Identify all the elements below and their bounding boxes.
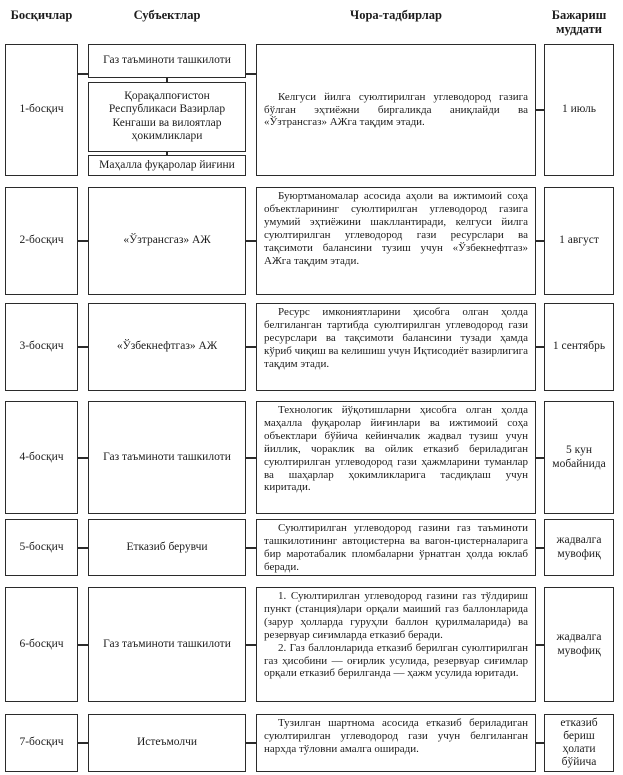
connector-line (536, 457, 544, 459)
connector-gap (78, 401, 88, 514)
stage-box (5, 44, 78, 176)
column-header-subjects: Субъектлар (133, 8, 201, 22)
connector-line (78, 547, 88, 549)
stage-box (5, 587, 78, 702)
process-row (5, 587, 623, 702)
subject-label: Қорақалпоғистон Республикаси Вазирлар Кенгаши ва вилоятлар ҳокимликлари (108, 90, 226, 142)
connector-line (78, 73, 88, 75)
connector-line (78, 240, 88, 242)
subject-box (88, 714, 246, 772)
deadline-label: жадвалга мувофиқ (556, 534, 602, 560)
connector-line (246, 742, 256, 744)
stage-box (5, 303, 78, 391)
measure-box (256, 519, 536, 576)
subject-label: Газ таъминоти ташкилоти (103, 54, 231, 67)
connector-gap (536, 401, 544, 514)
stage-label: 7-босқич (19, 736, 64, 749)
connector-line (246, 547, 256, 549)
column-header-deadline: Бажариш муддати (551, 8, 607, 36)
measure-paragraph: Келгуси йилга суюлтирилган углеводород газига бўлган эҳтиёжни биргаликда аниқлайди ва «Ўзтрансгаз» АЖга тақдим этади. (264, 90, 528, 129)
deadline-box (544, 714, 614, 772)
subject-column (88, 587, 246, 702)
measure-box (256, 187, 536, 295)
subject-column (88, 303, 246, 391)
stage-label: 6-босқич (19, 637, 64, 650)
subject-column (88, 44, 246, 176)
measure-box (256, 401, 536, 514)
deadline-box (544, 187, 614, 295)
connector-line (536, 547, 544, 549)
deadline-box (544, 519, 614, 576)
stage-box (5, 401, 78, 514)
connector-line (246, 73, 256, 75)
subject-box (88, 155, 246, 176)
connector-line (536, 644, 544, 646)
stage-box (5, 519, 78, 576)
measure-paragraph: Технологик йўқотишларни ҳисобга олган ҳолда маҳалла фуқаролар йиғинлари ва ижтимоий соҳа объектлари бўйича кейинчалик жадвал тузиш учун йиллик, чораклик ва ойлик етказиб бериладиган суюлтирилган углеводород гази ҳажмларини туманлар ва шаҳарлар ҳокимликларига тасдиқлаш учун киритади. (264, 404, 528, 494)
subject-column (88, 519, 246, 576)
connector-gap (536, 303, 544, 391)
subject-label: Етказиб берувчи (126, 540, 208, 553)
connector-line (536, 742, 544, 744)
process-row (5, 187, 623, 295)
stage-label: 4-босқич (19, 450, 64, 463)
measure-paragraph: 2. Газ баллонларида етказиб берилган суюлтирилган газ ҳисобини — оғирлик усулида, резервуар сиғимлар орқали етказиб берилганда — ҳажм усулида юритади. (264, 641, 528, 680)
connector-gap (536, 187, 544, 295)
stage-label: 5-босқич (19, 540, 64, 553)
subject-box (88, 519, 246, 576)
connector-line (78, 644, 88, 646)
connector-gap (246, 44, 256, 176)
connector-gap (78, 587, 88, 702)
deadline-label: 1 июль (561, 103, 597, 116)
subject-label: Газ таъминоти ташкилоти (103, 637, 231, 650)
deadline-label: жадвалга мувофиқ (556, 631, 602, 657)
stage-label: 3-босқич (19, 340, 64, 353)
connector-gap (78, 714, 88, 772)
stage-label: 1-босқич (19, 103, 64, 116)
subject-box (88, 187, 246, 295)
deadline-label: 5 кун мобайнида (552, 444, 606, 470)
deadline-label: етказиб бериш ҳолати бўйича (560, 716, 598, 769)
process-row (5, 401, 623, 514)
connector-gap (78, 44, 88, 176)
subject-box (88, 401, 246, 514)
measure-paragraph: Ресурс имкониятларини ҳисобга олган ҳолда белгиланган тартибда суюлтирилган углеводород гази ресурслари ва тақсимоти балансини тузади ҳамда кўриб чиқиш ва келишиш учун Иқтисодиёт вазирлигига тақдим этади. (264, 306, 528, 370)
subject-box (88, 82, 246, 152)
process-row (5, 44, 623, 176)
subject-column (88, 401, 246, 514)
connector-line (246, 240, 256, 242)
connector-line (536, 240, 544, 242)
connector-gap (536, 519, 544, 576)
measure-box (256, 714, 536, 772)
subject-box (88, 587, 246, 702)
connector-gap (246, 519, 256, 576)
process-row (5, 519, 623, 576)
stage-box (5, 187, 78, 295)
subject-label: Газ таъминоти ташкилоти (103, 450, 231, 463)
connector-gap (536, 714, 544, 772)
subject-label: «Ўзтрансгаз» АЖ (123, 234, 211, 247)
connector-gap (246, 187, 256, 295)
measure-paragraph: 1. Суюлтирилган углеводород газини газ тўлдириш пункт (станция)лари орқали маиший газ баллонларида (зарур ҳолларда гуруҳли баллон қурилмаларида) ва резервуар сиғимларда етказиб беради. (264, 590, 528, 641)
connector-gap (246, 303, 256, 391)
deadline-label: 1 сентябрь (552, 340, 606, 353)
connector-gap (536, 44, 544, 176)
connector-line (246, 457, 256, 459)
subject-label: Маҳалла фуқаролар йиғини (99, 158, 235, 171)
deadline-box (544, 401, 614, 514)
connector-gap (78, 519, 88, 576)
connector-line (78, 346, 88, 348)
connector-gap (78, 303, 88, 391)
deadline-label: 1 август (559, 234, 599, 247)
measure-paragraph: Суюлтирилган углеводород газини газ таъминоти ташкилотининг автоцистерна ва вагон-цистерналарига бир маротабалик пломбаларни ўрнатган ҳолда юклаб беради. (264, 522, 528, 573)
subject-column (88, 714, 246, 772)
connector-line (536, 346, 544, 348)
connector-line (536, 109, 544, 111)
process-row (5, 714, 623, 772)
connector-gap (536, 587, 544, 702)
measure-paragraph: Буюртманомалар асосида аҳоли ва ижтимоий соҳа объектларининг суюлтирилган углеводород газига умумий эҳтиёжини шакллантиради, келгуси йилга суюлтирилган углеводород гази ресурслари ва тақсимоти балансини тузиш учун «Ўзбекнефтгаз» АЖга тақдим этади. (264, 190, 528, 267)
subject-label: Истеъмолчи (136, 736, 198, 749)
measure-box (256, 303, 536, 391)
connector-gap (246, 714, 256, 772)
stage-label: 2-босқич (19, 234, 64, 247)
table-header (5, 6, 623, 39)
connector-gap (78, 187, 88, 295)
process-table (5, 44, 623, 772)
connector-line (78, 742, 88, 744)
deadline-box (544, 303, 614, 391)
deadline-box (544, 44, 614, 176)
stage-box (5, 714, 78, 772)
measure-box (256, 44, 536, 176)
connector-line (246, 346, 256, 348)
connector-gap (246, 401, 256, 514)
measure-paragraph: Тузилган шартнома асосида етказиб бериладиган суюлтирилган углеводород гази учун белгиланган нархда тўловни амалга оширади. (264, 717, 528, 755)
connector-line (78, 457, 88, 459)
subject-column (88, 187, 246, 295)
connector-gap (246, 587, 256, 702)
subject-box (88, 303, 246, 391)
column-header-stages: Босқичлар (10, 8, 73, 22)
column-header-measures: Чора-тадбирлар (350, 8, 442, 22)
deadline-box (544, 587, 614, 702)
subject-label: «Ўзбекнефтгаз» АЖ (116, 340, 218, 353)
connector-line (246, 644, 256, 646)
process-row (5, 303, 623, 391)
measure-box (256, 587, 536, 702)
subject-box (88, 44, 246, 78)
